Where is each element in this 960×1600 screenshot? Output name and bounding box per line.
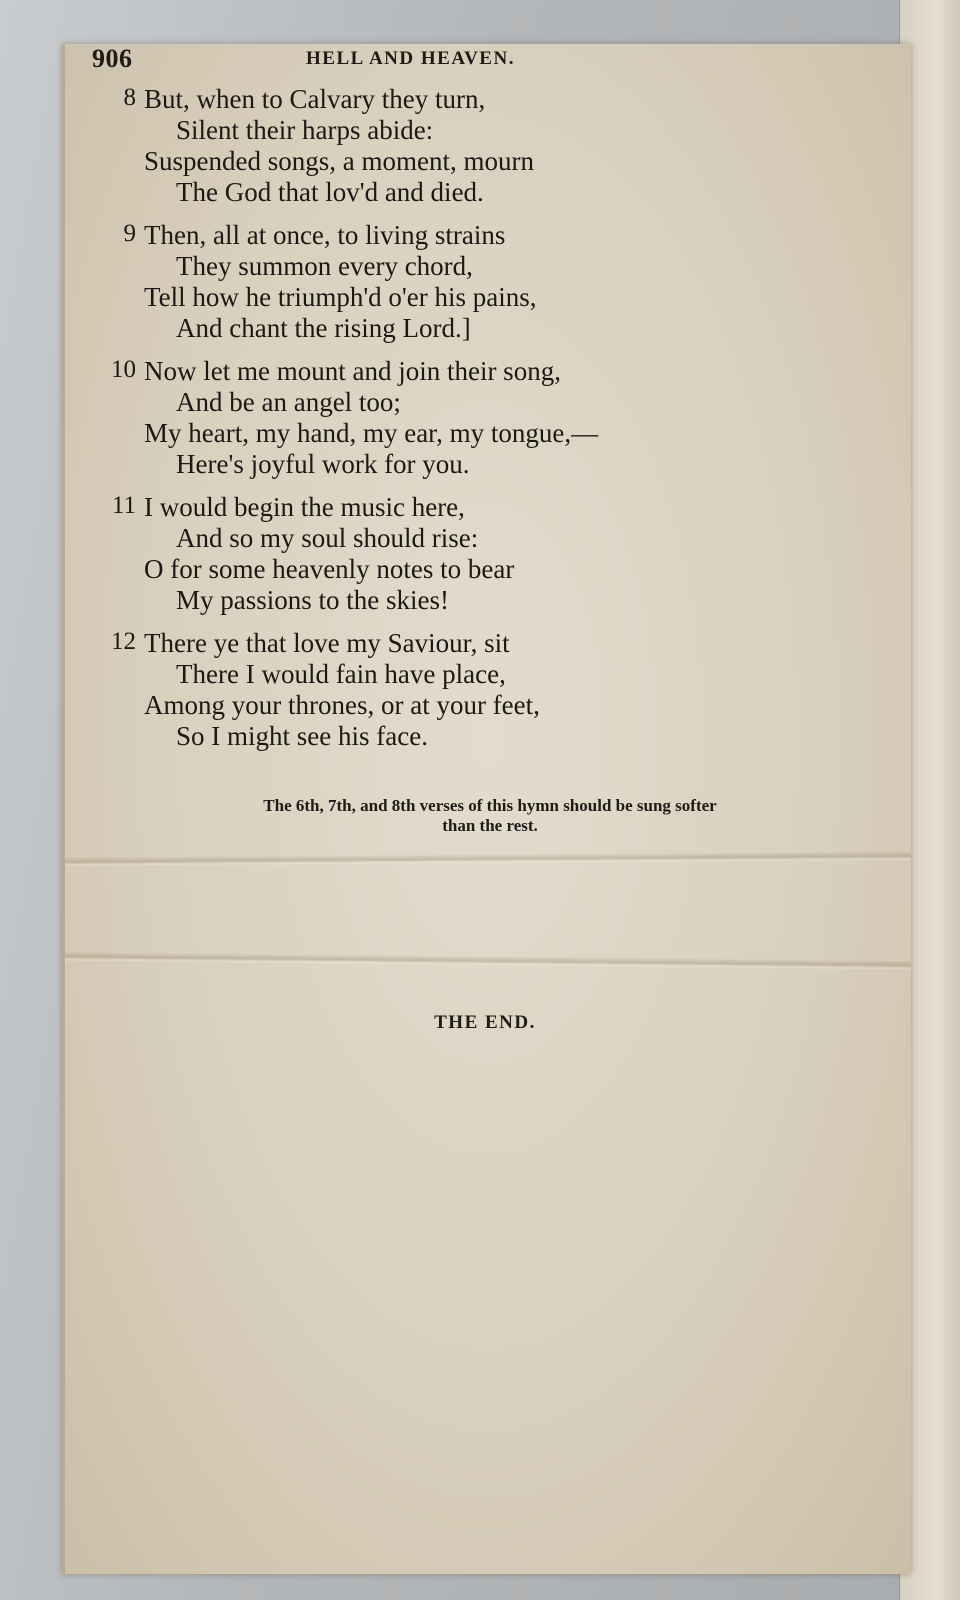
verse-number: 8	[123, 84, 136, 111]
verse-line: Here's joyful work for you.	[176, 449, 470, 479]
verse-line: There I would fain have place,	[176, 659, 506, 689]
verse-line: But, when to Calvary they turn,	[144, 84, 486, 114]
verse-number: 12	[111, 628, 136, 655]
verse-line: And chant the rising Lord.]	[176, 313, 471, 343]
verse-number: 9	[123, 220, 136, 247]
verse-line: Tell how he triumph'd o'er his pains,	[144, 282, 537, 312]
paper-crease	[65, 851, 911, 867]
hymn-text	[92, 84, 792, 764]
verse-line: And so my soul should rise:	[176, 523, 479, 553]
verse-12	[92, 628, 792, 752]
verse-11	[92, 492, 792, 616]
verse-line: The God that lov'd and died.	[176, 177, 484, 207]
verse-line: So I might see his face.	[176, 721, 428, 751]
verse-line: And be an angel too;	[176, 387, 401, 417]
verse-line: Among your thrones, or at your feet,	[144, 690, 540, 720]
verse-line: They summon every chord,	[176, 251, 473, 281]
verse-line: My passions to the skies!	[176, 585, 449, 615]
verse-9	[92, 220, 792, 344]
verse-line: Suspended songs, a moment, mourn	[144, 146, 534, 176]
verse-line: Now let me mount and join their song,	[144, 356, 561, 386]
the-end-label: THE END.	[434, 1012, 536, 1033]
verse-number: 10	[111, 356, 136, 383]
page-header	[92, 44, 692, 74]
verse-line: I would begin the music here,	[144, 492, 465, 522]
footnote-line: The 6th, 7th, and 8th verses of this hymn should be sung softer	[263, 796, 717, 815]
verse-line: Then, all at once, to living strains	[144, 220, 506, 250]
footnote-line: than the rest.	[442, 816, 538, 835]
verse-8	[92, 84, 792, 208]
verse-10	[92, 356, 792, 480]
verse-line: O for some heavenly notes to bear	[144, 554, 515, 584]
page-number: 906	[92, 44, 133, 73]
verse-line: There ye that love my Saviour, sit	[144, 628, 510, 658]
verse-line: Silent their harps abide:	[176, 115, 434, 145]
verse-line: My heart, my hand, my ear, my tongue,—	[144, 418, 599, 448]
running-head: HELL AND HEAVEN.	[306, 48, 515, 69]
verse-number: 11	[111, 492, 136, 519]
paper-crease	[65, 952, 911, 971]
footnote	[130, 796, 850, 836]
